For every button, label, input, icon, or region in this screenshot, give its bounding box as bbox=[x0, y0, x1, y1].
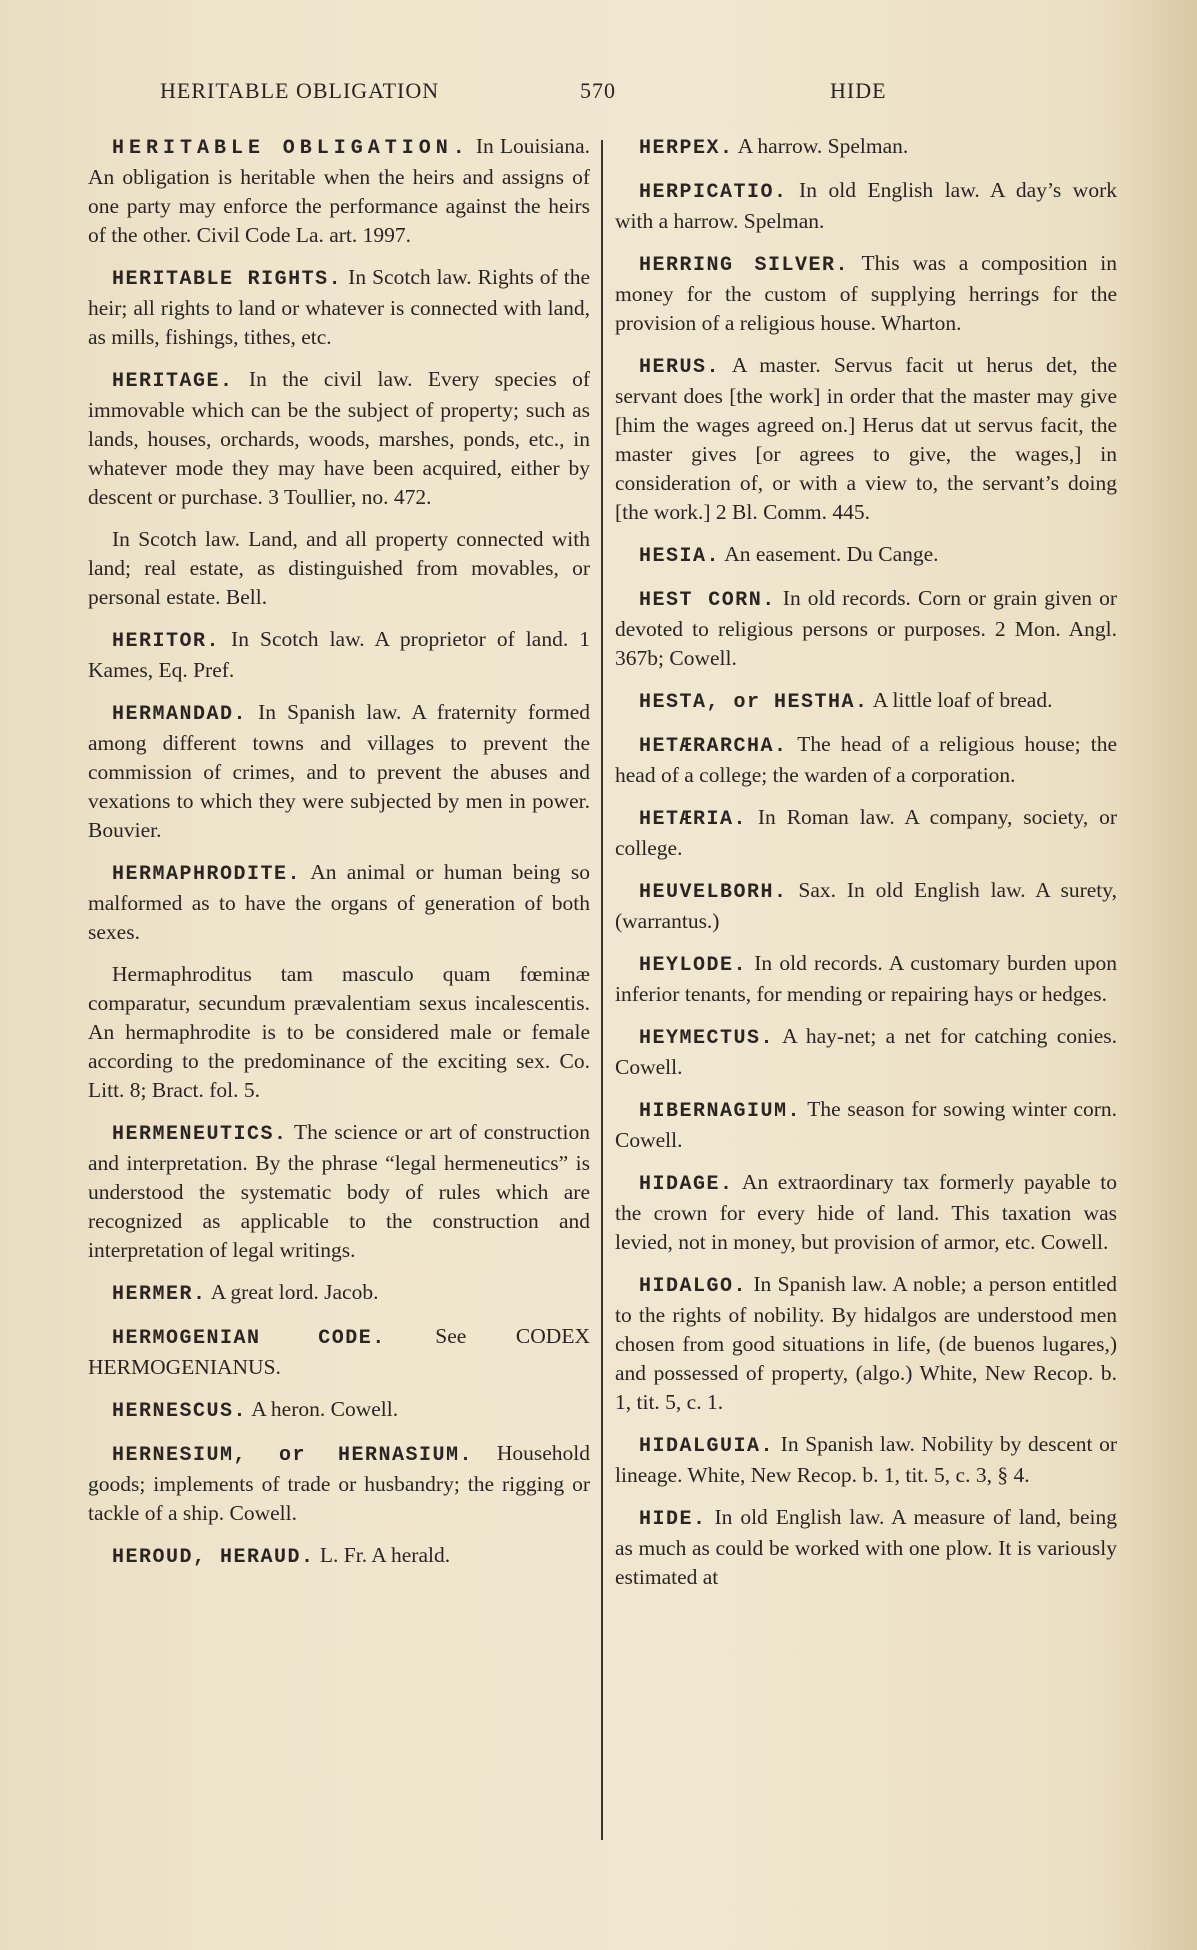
dictionary-entry bbox=[88, 698, 590, 845]
dictionary-entry bbox=[615, 949, 1117, 1009]
dictionary-entry bbox=[615, 1168, 1117, 1257]
dictionary-entry bbox=[88, 858, 590, 947]
entry-definition: In Spanish law. Nobility by descent or lineage. White, New Recop. b. 1, tit. 5, c. 3, § 4. bbox=[615, 1432, 1117, 1487]
entry-definition: Household goods; implements of trade or husbandry; the rigging or tackle of a ship. Cowell. bbox=[88, 1441, 590, 1525]
dictionary-entry bbox=[615, 584, 1117, 673]
entry-term: HEUVELBORH. bbox=[639, 881, 788, 904]
entry-term: HEYLODE. bbox=[639, 954, 748, 977]
entry-definition: In old English law. A measure of land, being as much as could be worked with one plow. It is variously estimated at bbox=[615, 1505, 1117, 1589]
dictionary-entry bbox=[615, 730, 1117, 790]
entry-definition: In the civil law. Every species of immovable which can be the subject of property; such as lands, houses, orchards, woods, marshes, ponds, etc., in whatever mode they may have been acquired, either by descent or purchase. 3 Toullier, no. 472. bbox=[88, 367, 590, 509]
entry-term: HERRING SILVER. bbox=[639, 254, 849, 277]
dictionary-entry bbox=[88, 525, 590, 612]
entry-definition: An animal or human being so malformed as to have the organs of generation of both sexes. bbox=[88, 860, 590, 944]
entry-definition: An extraordinary tax formerly payable to the crown for every hide of land. This taxation was levied, not in money, but provision of armor, etc. Cowell. bbox=[615, 1170, 1117, 1254]
dictionary-entry bbox=[615, 351, 1117, 527]
dictionary-entry bbox=[615, 540, 1117, 571]
entry-definition: In Scotch law. A proprietor of land. 1 Kames, Eq. Pref. bbox=[88, 627, 590, 682]
dictionary-entry bbox=[615, 876, 1117, 936]
entry-term: HETÆRARCHA. bbox=[639, 735, 788, 758]
dictionary-entry bbox=[615, 1270, 1117, 1417]
dictionary-entry bbox=[88, 625, 590, 685]
entry-term: HERMER. bbox=[112, 1283, 207, 1306]
dictionary-entry bbox=[615, 1095, 1117, 1155]
left-column bbox=[88, 132, 590, 1585]
entry-term: HIDALGO. bbox=[639, 1275, 748, 1298]
entry-definition: In old records. A customary burden upon inferior tenants, for mending or repairing hays or hedges. bbox=[615, 951, 1117, 1006]
entry-term: HESIA. bbox=[639, 545, 721, 568]
entry-definition: A hay-net; a net for catching conies. Cowell. bbox=[615, 1024, 1117, 1079]
entry-definition: Hermaphroditus tam masculo quam fœminæ comparatur, secundum prævalentiam sexus incalescentis. An hermaphrodite is to be considered male or female according to the predominance of the exciting sex. Co. Litt. 8; Bract. fol. 5. bbox=[88, 962, 590, 1102]
dictionary-entry bbox=[88, 1439, 590, 1528]
entry-definition: This was a composition in money for the custom of supplying herrings for the provision of a religious house. Wharton. bbox=[615, 251, 1118, 335]
entry-definition: Sax. In old English law. A surety, (warrantus.) bbox=[615, 878, 1117, 933]
dictionary-entry bbox=[88, 1395, 590, 1426]
header-right-term: HIDE bbox=[830, 78, 887, 103]
entry-term: HIDAGE. bbox=[639, 1173, 734, 1196]
entry-definition: L. Fr. A herald. bbox=[314, 1543, 451, 1567]
entry-definition: In Spanish law. A fraternity formed among different towns and villages to prevent the commission of crimes, and to prevent the abuses and vexations to which they were subjected by men in power. Bouvier. bbox=[88, 700, 590, 842]
entry-term: HERMOGENIAN CODE. bbox=[112, 1327, 386, 1350]
entry-term: HEYMECTUS. bbox=[639, 1027, 775, 1050]
entry-definition: See CODEX HERMOGENIANUS. bbox=[88, 1324, 590, 1379]
entry-term: HIDE. bbox=[639, 1508, 707, 1531]
entry-term: HESTA, or HESTHA. bbox=[639, 691, 869, 714]
page-number: 570 bbox=[580, 78, 616, 103]
entry-term: HERITAGE. bbox=[112, 370, 234, 393]
dictionary-entry bbox=[88, 960, 590, 1105]
entry-term: HEROUD, HERAUD. bbox=[112, 1546, 315, 1569]
entry-term: HERITABLE RIGHTS. bbox=[112, 268, 343, 291]
entry-definition: The season for sowing winter corn. Cowell. bbox=[615, 1097, 1117, 1152]
dictionary-entry bbox=[88, 263, 590, 352]
entry-term: HIBERNAGIUM. bbox=[639, 1100, 802, 1123]
entry-definition: The head of a religious house; the head of a college; the warden of a corporation. bbox=[615, 732, 1117, 787]
entry-term: HERITABLE OBLIGATION. bbox=[112, 137, 470, 160]
column-divider bbox=[601, 140, 603, 1840]
right-column bbox=[615, 132, 1117, 1605]
entry-term: HERUS. bbox=[639, 356, 721, 379]
entry-definition: A little loaf of bread. bbox=[868, 688, 1053, 712]
entry-definition: In old records. Corn or grain given or devoted to religious persons or purposes. 2 Mon. Angl. 367b; Cowell. bbox=[615, 586, 1117, 670]
dictionary-entry bbox=[88, 1278, 590, 1309]
entry-term: HEST CORN. bbox=[639, 589, 776, 612]
dictionary-entry bbox=[615, 249, 1117, 338]
entry-term: HERITOR. bbox=[112, 630, 221, 653]
entry-definition: In Scotch law. Rights of the heir; all rights to land or whatever is connected with land, as mills, fishings, tithes, etc. bbox=[88, 265, 590, 349]
entry-term: HERMENEUTICS. bbox=[112, 1123, 288, 1146]
entry-definition: A harrow. Spelman. bbox=[733, 134, 909, 158]
dictionary-entry bbox=[615, 803, 1117, 863]
entry-term: HERPICATIO. bbox=[639, 181, 788, 204]
dictionary-entry bbox=[615, 1503, 1117, 1592]
dictionary-entry bbox=[615, 176, 1117, 236]
dictionary-entry bbox=[615, 132, 1117, 163]
entry-definition: A great lord. Jacob. bbox=[206, 1280, 379, 1304]
entry-term: HERMANDAD. bbox=[112, 703, 248, 726]
entry-definition: In Spanish law. A noble; a person entitled to the rights of nobility. By hidalgos are understood men chosen from good situations in life, (de buenos lugares,) and possessed of property, (algo.) White, New Recop. b. 1, tit. 5, c. 1. bbox=[615, 1272, 1117, 1414]
entry-term: HERNESIUM, or HERNASIUM. bbox=[112, 1444, 473, 1467]
entry-term: HERMAPHRODITE. bbox=[112, 863, 302, 886]
dictionary-entry bbox=[88, 1322, 590, 1382]
dictionary-entry bbox=[88, 132, 590, 250]
dictionary-entry bbox=[615, 1022, 1117, 1082]
entry-definition: In Scotch law. Land, and all property connected with land; real estate, as distinguished from movables, or personal estate. Bell. bbox=[88, 527, 590, 609]
running-header bbox=[0, 78, 1197, 108]
entry-definition: In Louisiana. An obligation is heritable when the heirs and assigns of one party may enforce the performance against the heirs of the other. Civil Code La. art. 1997. bbox=[88, 134, 590, 247]
entry-term: HERPEX. bbox=[639, 137, 734, 160]
entry-definition: The science or art of construction and interpretation. By the phrase “legal hermeneutics” is understood the systematic body of rules which are recognized as applicable to the construction and interpretation of legal writings. bbox=[88, 1120, 590, 1262]
entry-definition: A heron. Cowell. bbox=[247, 1397, 399, 1421]
dictionary-entry bbox=[615, 1430, 1117, 1490]
entry-term: HERNESCUS. bbox=[112, 1400, 248, 1423]
header-left-term: HERITABLE OBLIGATION bbox=[160, 78, 440, 103]
entry-definition: A master. Servus facit ut herus det, the servant does [the work] in order that the master may give [him the wages agreed on.] Herus dat ut servus facit, the master gives [or agrees to give, the wages,] in consideration of, or with a view to, the servant’s doing [the work.] 2 Bl. Comm. 445. bbox=[615, 353, 1117, 524]
entry-definition: In Roman law. A company, society, or college. bbox=[615, 805, 1117, 860]
entry-definition: In old English law. A day’s work with a harrow. Spelman. bbox=[615, 178, 1117, 233]
entry-term: HIDALGUIA. bbox=[639, 1435, 775, 1458]
dictionary-entry bbox=[88, 1541, 590, 1572]
entry-term: HETÆRIA. bbox=[639, 808, 748, 831]
dictionary-entry bbox=[88, 365, 590, 512]
dictionary-entry bbox=[615, 686, 1117, 717]
entry-definition: An easement. Du Cange. bbox=[720, 542, 939, 566]
dictionary-entry bbox=[88, 1118, 590, 1265]
